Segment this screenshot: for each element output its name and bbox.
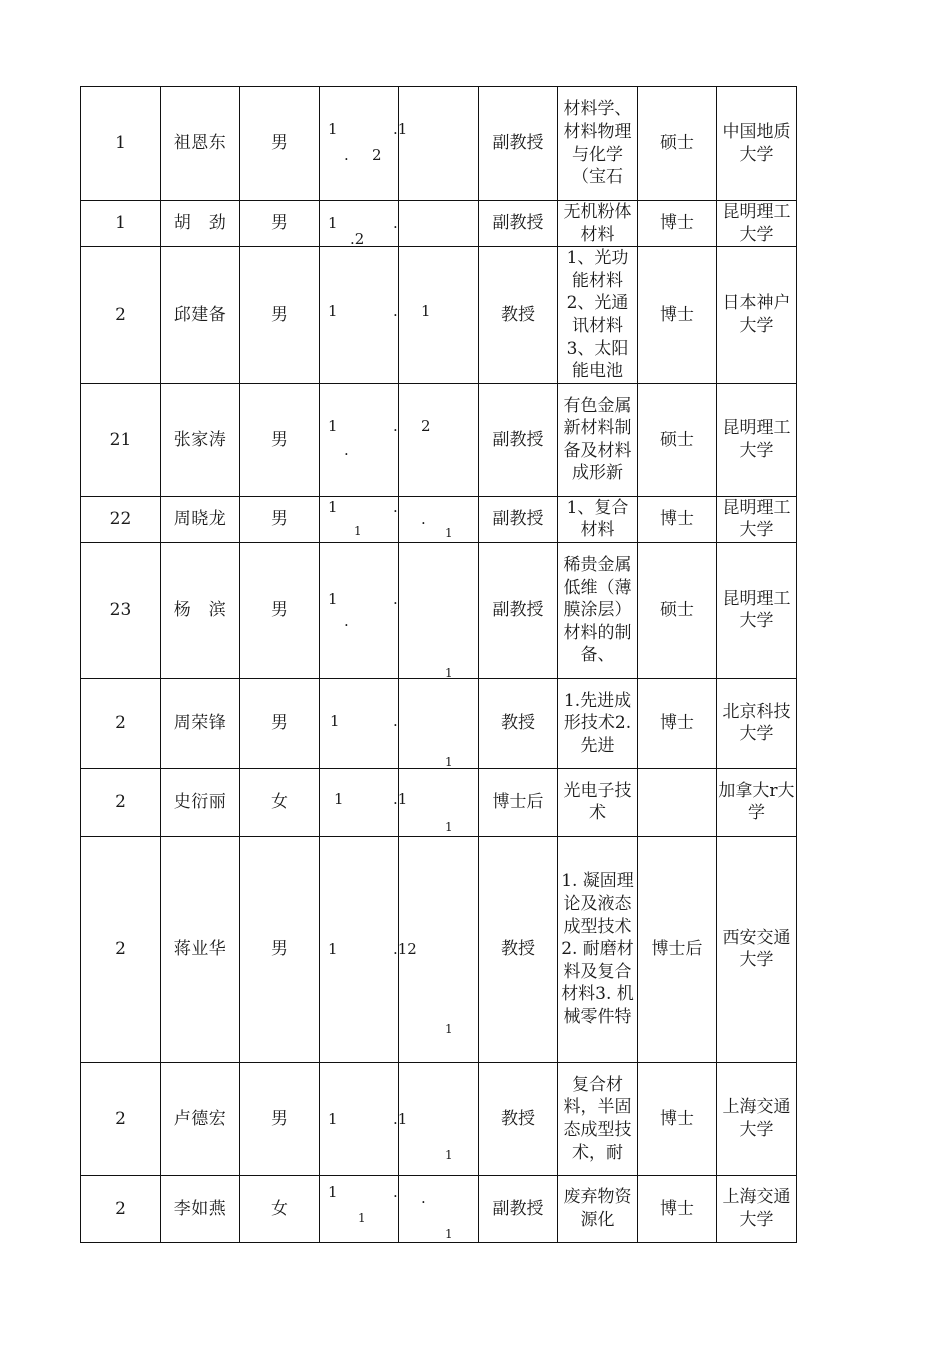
gender-cell: 女: [240, 768, 320, 836]
date-fragment: .: [393, 497, 398, 516]
name-cell: 周晓龙: [161, 496, 240, 542]
date-cell-a: [320, 201, 399, 247]
row-number-cell: 21: [81, 383, 161, 496]
school-cell: 日本神户大学: [717, 247, 797, 384]
school-cell: 昆明理工大学: [717, 383, 797, 496]
title-cell: 教授: [479, 678, 558, 768]
name-cell: 卢德宏: [161, 1062, 240, 1175]
school-cell: 上海交通大学: [717, 1062, 797, 1175]
row-number-cell: 2: [81, 1062, 161, 1175]
staff-table: [80, 86, 797, 1243]
specialty-cell: 稀贵金属低维（薄膜涂层）材料的制备、: [558, 542, 638, 678]
date-cell-a: [320, 496, 399, 542]
date-cell-b: [393, 247, 479, 384]
date-cell-a: [320, 247, 399, 384]
gender-cell: 男: [240, 836, 320, 1062]
title-cell: 副教授: [479, 87, 558, 201]
degree-cell: [638, 768, 717, 836]
table-row: [81, 542, 797, 678]
title-cell: 教授: [479, 836, 558, 1062]
gender-cell: 女: [240, 1175, 320, 1242]
table-row: [81, 247, 797, 384]
date-fragment: 1: [328, 1182, 338, 1201]
name-cell: 祖恩东: [161, 87, 240, 201]
table-row: [81, 678, 797, 768]
title-cell: 教授: [479, 1062, 558, 1175]
school-cell: 上海交通大学: [717, 1175, 797, 1242]
specialty-cell: 复合材料，半固态成型技术，耐: [558, 1062, 638, 1175]
school-cell: 昆明理工大学: [717, 542, 797, 678]
title-cell: 教授: [479, 247, 558, 384]
row-number-cell: 2: [81, 836, 161, 1062]
date-cell-b: [393, 1062, 479, 1175]
table-body: [81, 87, 797, 1243]
gender-cell: 男: [240, 201, 320, 247]
row-number-cell: 1: [81, 87, 161, 201]
row-number-cell: 22: [81, 496, 161, 542]
date-fragment: .: [344, 146, 349, 164]
date-fragment: .12: [393, 939, 417, 958]
row-number-cell: 2: [81, 247, 161, 384]
gender-cell: 男: [240, 678, 320, 768]
specialty-cell: 无机粉体材料: [558, 201, 638, 247]
date-fragment: .: [393, 302, 398, 321]
title-cell: 副教授: [479, 1175, 558, 1242]
name-cell: 周荣锋: [161, 678, 240, 768]
date-fragment: .: [393, 416, 398, 435]
name-cell: 李如燕: [161, 1175, 240, 1242]
school-cell: 昆明理工大学: [717, 201, 797, 247]
date-fragment: 1: [330, 711, 340, 730]
date-fragment: 1: [328, 416, 338, 435]
row-number-cell: 23: [81, 542, 161, 678]
name-cell: 杨 滨: [161, 542, 240, 678]
row-number-cell: 2: [81, 768, 161, 836]
title-cell: 副教授: [479, 496, 558, 542]
table-row: [81, 1175, 797, 1242]
school-cell: 加拿大r大学: [717, 768, 797, 836]
degree-cell: 博士: [638, 201, 717, 247]
date-fragment: .: [393, 214, 398, 232]
degree-cell: 博士: [638, 1062, 717, 1175]
name-cell: 史衍丽: [161, 768, 240, 836]
date-fragment: 1: [328, 589, 338, 608]
date-fragment: .: [344, 440, 349, 459]
date-cell-a: [320, 383, 399, 496]
name-cell: 张家涛: [161, 383, 240, 496]
date-fragment: 1: [328, 939, 338, 958]
date-fragment: 1: [421, 302, 431, 321]
degree-cell: 博士: [638, 1175, 717, 1242]
date-cell-b: [393, 542, 479, 680]
date-fragment: 1: [358, 1210, 366, 1225]
date-fragment: 1: [328, 1109, 338, 1128]
date-fragment: 2: [421, 416, 431, 435]
degree-cell: 博士: [638, 496, 717, 542]
row-number-cell: 2: [81, 1175, 161, 1242]
date-fragment: 1: [445, 754, 453, 769]
specialty-cell: 废弃物资源化: [558, 1175, 638, 1242]
title-cell: 副教授: [479, 201, 558, 247]
date-cell-a: [320, 542, 399, 678]
date-cell-a: [320, 678, 399, 768]
date-cell-a: [320, 1062, 399, 1175]
date-cell-b: [393, 836, 479, 1062]
date-fragment: .: [421, 509, 426, 528]
table-row: [81, 1062, 797, 1175]
date-fragment: .: [393, 711, 398, 730]
specialty-cell: 有色金属新材料制备及材料成形新: [558, 383, 638, 496]
gender-cell: 男: [240, 383, 320, 496]
name-cell: 邱建备: [161, 247, 240, 384]
degree-cell: 博士: [638, 678, 717, 768]
degree-cell: 硕士: [638, 383, 717, 496]
row-number-cell: 1: [81, 201, 161, 247]
date-fragment: 1: [328, 120, 338, 138]
date-cell-b: [393, 87, 479, 201]
table-row: [81, 496, 797, 542]
date-cell-a: [320, 836, 399, 1062]
date-fragment: .: [393, 1182, 398, 1201]
gender-cell: 男: [240, 496, 320, 542]
specialty-cell: 材料学、材料物理与化学（宝石: [558, 87, 638, 201]
date-fragment: 1: [328, 214, 338, 232]
degree-cell: 硕士: [638, 87, 717, 201]
gender-cell: 男: [240, 1062, 320, 1175]
date-cell-b: [393, 678, 479, 769]
date-fragment: 1: [445, 1226, 453, 1241]
title-cell: 博士后: [479, 768, 558, 836]
title-cell: 副教授: [479, 542, 558, 678]
date-fragment: 1: [445, 819, 453, 834]
gender-cell: 男: [240, 87, 320, 201]
date-cell-a: [320, 87, 399, 201]
date-fragment: 1: [328, 302, 338, 321]
title-cell: 副教授: [479, 383, 558, 496]
degree-cell: 博士: [638, 247, 717, 384]
date-cell-b: [393, 768, 479, 836]
date-fragment: .2: [350, 230, 365, 248]
date-cell-b: [393, 201, 479, 247]
date-fragment: .1: [393, 120, 408, 138]
specialty-cell: 1. 凝固理论及液态成型技术2. 耐磨材料及复合材料3. 机械零件特: [558, 836, 638, 1062]
date-cell-a: [320, 1175, 399, 1242]
date-fragment: 1: [334, 789, 344, 808]
date-fragment: .: [344, 611, 349, 630]
date-fragment: .: [393, 589, 398, 608]
specialty-cell: 光电子技术: [558, 768, 638, 836]
table-row: [81, 201, 797, 247]
school-cell: 北京科技大学: [717, 678, 797, 768]
gender-cell: 男: [240, 247, 320, 384]
table-row: [81, 768, 797, 836]
specialty-cell: 1.先进成形技术2.先进: [558, 678, 638, 768]
degree-cell: 硕士: [638, 542, 717, 678]
row-number-cell: 2: [81, 678, 161, 768]
date-fragment: 1: [354, 523, 362, 538]
specialty-cell: 1、光功能材料2、光通讯材料3、太阳能电池: [558, 247, 638, 384]
school-cell: 昆明理工大学: [717, 496, 797, 542]
date-fragment: .1: [393, 789, 408, 808]
date-fragment: 1: [328, 497, 338, 516]
date-fragment: 1: [445, 665, 453, 680]
date-fragment: .: [421, 1188, 426, 1207]
name-cell: 蒋业华: [161, 836, 240, 1062]
school-cell: 西安交通大学: [717, 836, 797, 1062]
name-cell: 胡 劲: [161, 201, 240, 247]
table-row: [81, 87, 797, 201]
table-row: [81, 383, 797, 496]
specialty-cell: 1、复合材料: [558, 496, 638, 542]
gender-cell: 男: [240, 542, 320, 678]
table-row: [81, 836, 797, 1062]
date-fragment: 1: [445, 1147, 453, 1162]
date-cell-a: [320, 768, 399, 836]
date-fragment: 2: [372, 146, 382, 164]
date-cell-b: [393, 1175, 479, 1242]
date-cell-b: [393, 496, 479, 542]
degree-cell: 博士后: [638, 836, 717, 1062]
date-fragment: 1: [445, 525, 453, 540]
school-cell: 中国地质大学: [717, 87, 797, 201]
date-cell-b: [393, 383, 479, 496]
date-fragment: .1: [393, 1109, 408, 1128]
date-fragment: 1: [445, 1021, 453, 1036]
